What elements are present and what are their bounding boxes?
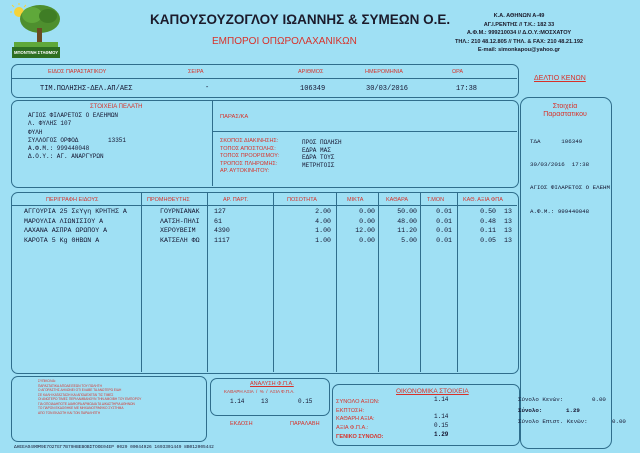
- company-logo: [10, 2, 62, 60]
- company-address: [424, 12, 614, 55]
- item-quantity: 1.00: [315, 227, 331, 234]
- company-name: ΚΑΠΟΥΣΟΥΖΟΓΛΟΥ ΙΩΑΝΝΗΣ & ΣΥΜΕΩΝ Ο.Ε.: [150, 12, 451, 27]
- item-value: 0.50: [480, 208, 496, 215]
- legal-line: ΑΠΟ ΤΟΝ ΕΚΔΟΤΗ ΚΑΙ ΤΟΝ ΠΑΡΑΛΗΠΤΗ: [38, 410, 101, 415]
- item-quantity: 1.00: [315, 236, 331, 244]
- customer-activity: ΣΥΛΛΟΓΟΣ ΟΡΦΟΔ: [28, 136, 79, 144]
- address-line: Α.Φ.Μ.: 999210034 // Δ.Ο.Υ.:ΜΟΣΧΑΤΟΥ: [466, 30, 572, 37]
- address-line: ΤΗΛ.: 210 48.12.805 // ΤΗΛ. & FAX: 210 48.21.192: [454, 38, 584, 45]
- customer-vat: Α.Φ.Μ.: 999440048: [28, 145, 90, 153]
- address-line: E-mail: simonkapou@yahoo.gr: [477, 47, 561, 54]
- payment-method-label: ΤΡΟΠΟΣ ΠΛΗΡΩΜΗΣ:: [220, 160, 278, 167]
- financials-title: ΟΙΚΟΝΟΜΙΚΑ ΣΤΟΙΧΕΙΑ: [396, 388, 469, 395]
- grand-total: 1.29: [434, 430, 449, 438]
- legal-line: ΠΑΡΑΣΤΑΤΙΚΑ ΑΠΟΔΕΙΞΕΩΝ ΤΟΥ ΠΩΛΗΤΗ: [38, 383, 102, 388]
- item-net: 11.20: [397, 227, 417, 234]
- customer-postcode: 13351: [108, 137, 127, 144]
- shipment-purpose: ΠΡΟΣ ΠΩΛΗΣΗ: [302, 139, 342, 146]
- customer-title: ΣΤΟΙΧΕΙΑ ΠΕΛΑΤΗ: [90, 104, 143, 110]
- customer-city: ΦΥΛΗ: [28, 128, 43, 136]
- legal-line: Ο ΑΓΟΡΑΣΤΗΣ ΔΗΛΩΝΕΙ ΟΤΙ ΕΛΑΒΕ ΤΑ ΑΝΩΤΕΡΩ ΕΙΔΗ: [38, 388, 122, 392]
- item-supplier: ΚΑΤΣΕΛΗ ΦΩ: [160, 236, 200, 244]
- empties-total-label: Σύνολο Κενών:: [518, 396, 564, 403]
- doc-type: ΤΙΜ.ΠΩΛΗΣΗΣ-ΔΕΛ.ΑΠ/ΑΕΣ: [40, 85, 133, 93]
- side-doc-number: ΤΔΑ 106349: [530, 137, 583, 145]
- total-value: 1.29: [566, 407, 580, 414]
- net-value: 1.14: [434, 413, 449, 421]
- doc-number: 106349: [300, 85, 326, 93]
- side-date-time: 30/03/2016 17:38: [530, 160, 590, 168]
- returned-empties-label: Σύνολο Επιστ. Κενών:: [518, 418, 588, 425]
- address-line: Κ.Α. ΑΘΗΝΩΝ Α-49: [493, 13, 545, 19]
- item-value: 0.11: [480, 227, 496, 234]
- shipment-values: [302, 139, 342, 169]
- shipment-destination-label: ΤΟΠΟΣ ΠΡΟΟΡΙΣΜΟΥ:: [220, 153, 280, 160]
- vat-analysis-title: ΑΝΑΛΥΣΗ Φ.Π.Α.: [250, 381, 294, 387]
- item-quantity: 2.00: [315, 208, 331, 215]
- shipment-origin: ΕΔΡΑ ΜΑΣ: [302, 146, 331, 154]
- doc-date-label: ΗΜΕΡΟΜΗΝΙΑ: [365, 69, 403, 75]
- item-gross: 0.00: [359, 217, 375, 225]
- item-description: ΑΓΓΟΥΡΙΑ 25 ΣεΥγη ΚΡΗΤΗΣ Α: [24, 208, 127, 215]
- empties-total: 0.00: [592, 396, 606, 403]
- vat-rate: 13: [261, 398, 269, 405]
- item-description: ΚΑΡΟΤΑ 5 Κg ΘΗΒΩΝ Α: [24, 236, 100, 244]
- item-vat: 13: [504, 227, 512, 234]
- side-customer: ΑΓΙΟΣ ΦΙΛΑΡΕΤΟΣ Ο ΕΛΕΗΜ: [530, 184, 611, 192]
- shipment-origin-label: ΤΟΠΟΣ ΑΠΟΣΤΟΛΗΣ:: [220, 145, 276, 152]
- logo-text: ΜΠΟΝΤΙΝΗ ΣΤΑΘΜΟΥ: [13, 50, 59, 55]
- item-gross: 0.00: [359, 236, 375, 244]
- customer-lines: [28, 112, 118, 162]
- item-net: 50.00: [397, 208, 417, 215]
- item-value: 0.05: [480, 236, 496, 244]
- item-part: 4390: [214, 227, 230, 234]
- shipment-destination: ΕΔΡΑ ΤΟΥΣ: [302, 154, 335, 162]
- doc-date: 30/03/2016: [366, 85, 409, 93]
- item-gross: 0.00: [359, 208, 375, 215]
- item-unit-price: 0.01: [436, 217, 452, 225]
- cancelled-label: ΔΕΛΤΙΟ ΚΕΝΩΝ: [534, 75, 586, 82]
- side-lines: [530, 122, 610, 223]
- item-part: 61: [214, 217, 222, 225]
- legal-line: ΟΙ ΑΝΩΤΕΡΩ ΤΙΜΕΣ ΠΕΡΙΛΑΜΒΑΝΟΥΝ ΤΗΝ ΑΜΟΙΒΗ ΤΟΥ ΕΜΠΟΡΟΥ: [38, 397, 142, 401]
- table-row: [12, 218, 517, 228]
- item-vat: 13: [504, 217, 512, 225]
- returned-empties: 0.00: [612, 418, 626, 425]
- doc-time-label: ΩΡΑ: [452, 69, 464, 75]
- col-value-vat: ΚΑΘ. ΑΞΙΑ ΦΠΑ: [463, 197, 503, 203]
- vat-value: 0.15: [434, 422, 449, 430]
- total-values-label: ΣΥΝΟΛΟ ΑΞΙΩΝ:: [336, 399, 380, 405]
- total-values: 1.14: [434, 396, 449, 403]
- financials-labels: [336, 398, 384, 442]
- legal-line: ΣΥΠΙΚΟΛΙΑ:: [38, 379, 56, 383]
- item-value: 0.48: [480, 217, 496, 225]
- table-row: [12, 237, 517, 247]
- legal-text: [38, 379, 141, 415]
- item-part: 127: [214, 208, 226, 215]
- doc-series: -: [205, 84, 210, 92]
- col-quantity: ΠΟΣΟΤΗΤΑ: [287, 197, 317, 203]
- payment-method: ΜΕΤΡΗΤΟΙΣ: [302, 161, 335, 169]
- legal-line: ΣΕ ΚΑΛΗ ΚΑΤΑΣΤΑΣΗ ΚΑΙ ΑΠΟΔΕΧΕΤΑΙ ΤΙΣ ΤΙΜΕΣ: [38, 392, 114, 397]
- item-net: 5.00: [401, 236, 417, 244]
- col-unit-price: Τ.ΜΟΝ: [427, 197, 445, 203]
- item-vat: 13: [504, 208, 512, 215]
- item-part: 1117: [214, 236, 230, 244]
- col-part: ΑΡ. ΠΑΡΤ.: [223, 197, 249, 203]
- doc-type-label: ΕΙΔΟΣ ΠΑΡΑΣΤΑΤΙΚΟΥ: [48, 69, 107, 75]
- side-title: [520, 103, 610, 119]
- address-line: ΑΓ.Ι.ΡΕΝΤΗΣ // Τ.Κ.: 182 33: [483, 21, 555, 28]
- item-unit-price: 0.01: [436, 227, 452, 234]
- receiver-label: ΠΑΡΑΛΑΒΗ: [290, 421, 320, 427]
- doc-number-label: ΑΡΙΘΜΟΣ: [298, 69, 324, 75]
- item-gross: 12.00: [355, 227, 375, 234]
- table-row: [12, 227, 517, 237]
- financials-values: [434, 396, 448, 440]
- vehicle-label: ΑΡ. ΑΥΤΟΚΙΝΗΤΟΥ:: [220, 168, 270, 175]
- notes-label: ΠΑΡΑΣ/ΚΑ: [220, 114, 249, 120]
- col-net: ΚΑΘΑΡΑ: [386, 197, 408, 203]
- customer-name: ΑΓΙΟΣ ΦΙΛΑΡΕΤΟΣ Ο ΕΛΕΗΜΩΝ: [28, 112, 119, 119]
- company-subtitle: ΕΜΠΟΡΟΙ ΟΠΩΡΟΛΑΧΑΝΙΚΩΝ: [212, 36, 357, 47]
- item-unit-price: 0.01: [436, 208, 452, 215]
- side-title-line1: Στοιχεία: [552, 103, 578, 110]
- issuer-label: ΕΚΔΟΣΗ: [230, 421, 253, 427]
- shipment-details: [220, 138, 279, 176]
- shipment-purpose-label: ΣΚΟΠΟΣ ΔΙΑΚΙΝΗΣΗΣ:: [220, 138, 279, 144]
- right-totals-values: [566, 394, 626, 427]
- doc-series-label: ΣΕΙΡΑ: [188, 69, 204, 75]
- discount: [434, 405, 448, 414]
- table-row: [12, 208, 517, 218]
- col-supplier: ΠΡΟΜΗΘΕΥΤΗΣ: [147, 197, 190, 203]
- legal-line: ΤΟ ΠΑΡΟΝ ΕΚΔΟΘΗΚΕ ΜΕ ΜΗΧΑΝΟΓΡΑΦΙΚΟ ΣΥΣΤΗΜΑ: [38, 406, 124, 410]
- barcode-text: ΔΗΕΕΑΘ49ΦΜ9Ε7Ο2ΤΕΓ7Β79ΗΒΕΒΟΒΣΤΟΟΕ04ΕΡ 0029 00044926 1693301449 8B012005442: [14, 445, 214, 450]
- col-description: ΠΕΡΙΓΡΑΦΗ ΕΙΔΟΥΣ: [46, 197, 99, 203]
- col-gross: ΜΙΚΤΑ: [347, 197, 364, 203]
- item-description: ΛΑΧΑΝΑ ΑΣΠΡΑ ΩΡΩΠΟΥ Α: [24, 227, 108, 234]
- vat-net: 1.14: [230, 398, 245, 405]
- doc-time: 17:38: [456, 85, 478, 93]
- discount-label: ΕΚΠΤΩΣΗ:: [336, 407, 365, 414]
- vat-value-label: ΑΞΙΑ Φ.Π.Α.:: [336, 425, 369, 432]
- vat-amount: 0.15: [298, 398, 313, 405]
- side-vat: Α.Φ.Μ.: 999440048: [530, 207, 590, 215]
- vat-analysis-header: ΚΑΘΑΡΗ ΑΞΙΑ / % / ΑΞΙΑ Φ.Π.Α.: [224, 389, 295, 394]
- item-supplier: ΓΟΥΡΝΙΑΝΑΚ: [160, 208, 200, 215]
- total-label: Σύνολο:: [518, 407, 543, 414]
- item-quantity: 4.00: [315, 217, 331, 225]
- item-supplier: ΧΕΡΟΥΒΕΙΜ: [160, 227, 196, 234]
- grand-total-label: ΓΕΝΙΚΟ ΣΥΝΟΛΟ:: [336, 433, 384, 440]
- item-net: 48.00: [397, 217, 417, 225]
- item-supplier: ΛΑΤΣΗ-ΠΗΛΙ: [160, 217, 200, 225]
- side-title-line2: Παραστατικου: [543, 111, 587, 118]
- customer-tax-office: Δ.Ο.Υ.: ΑΓ. ΑΝΑΡΓΥΡΩΝ: [28, 153, 104, 161]
- net-value-label: ΚΑΘΑΡΗ ΑΞΙΑ:: [336, 416, 375, 423]
- item-unit-price: 0.01: [436, 236, 452, 244]
- customer-street: Λ. ΦΥΛΗΣ 107: [28, 120, 72, 128]
- item-description: ΜΑΡΟΥΛΙΑ ΛΙΩΝΙΣΙΟΥ Α: [24, 217, 104, 225]
- legal-line: ΓΙΑ ΟΠΟΙΑΔΗΠΟΤΕ ΔΙΑΦΟΡΑ ΑΡΜΟΔΙΑ ΤΑ ΔΙΚΑΣΤΗΡΙΑ ΑΘΗΝΩΝ: [38, 401, 135, 406]
- item-vat: 13: [504, 236, 512, 244]
